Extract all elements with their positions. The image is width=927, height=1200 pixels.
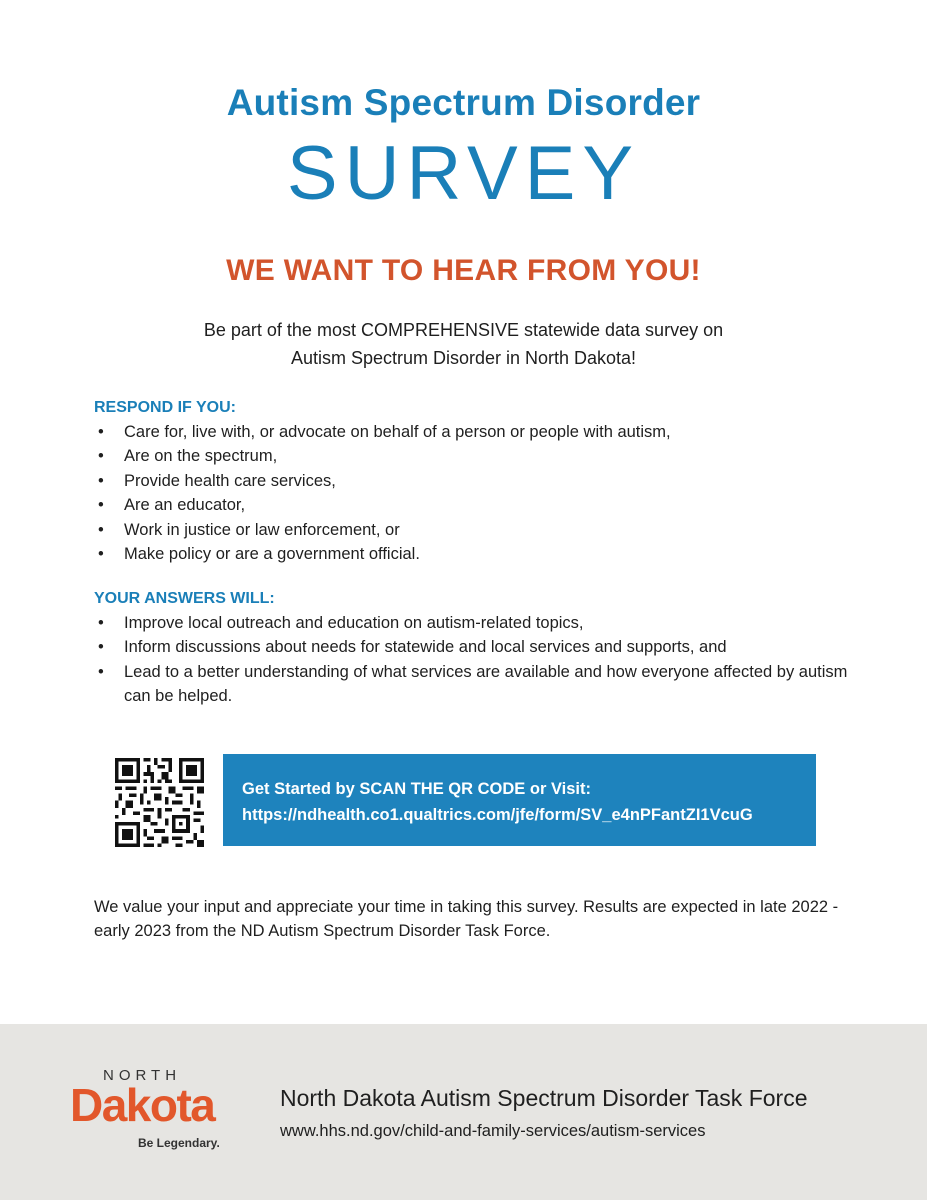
list-item (96, 420, 856, 444)
respond-heading: RESPOND IF YOU: (94, 399, 236, 416)
list-item-text: Work in justice or law enforcement, or (124, 520, 400, 539)
list-item-text: Inform discussions about needs for statewide and local services and supports, and (124, 638, 727, 657)
bullet-icon: • (98, 423, 104, 441)
list-item (96, 469, 856, 493)
intro-line1: Be part of the most COMPREHENSIVE statewide data survey on (203, 320, 724, 340)
intro-text (0, 316, 927, 372)
answers-heading: YOUR ANSWERS WILL: (94, 590, 275, 607)
list-item-text: Care for, live with, or advocate on behalf of a person or people with autism, (124, 423, 671, 441)
bullet-icon: • (98, 545, 104, 564)
list-item (96, 493, 856, 517)
qr-code-icon[interactable] (115, 758, 204, 847)
cta-box[interactable] (223, 754, 816, 846)
list-item-text: Are on the spectrum, (124, 447, 278, 466)
list-item-text: Are an educator, (124, 496, 246, 515)
footer-link[interactable]: www.hhs.nd.gov/child-and-family-services/autism-services (280, 1122, 706, 1140)
bullet-icon: • (98, 520, 104, 539)
bullet-icon: • (98, 447, 104, 466)
title-survey: SURVEY (286, 131, 641, 216)
respond-list (96, 420, 856, 566)
list-item (96, 542, 856, 566)
list-item-text: Provide health care services, (124, 471, 336, 490)
bullet-icon: • (98, 614, 104, 632)
list-item (96, 518, 856, 542)
list-item-text: Make policy or are a government official. (124, 545, 420, 564)
cta-text: Get Started by SCAN THE QR CODE or Visit: (242, 780, 591, 798)
list-item (96, 444, 856, 468)
bullet-icon: • (98, 496, 104, 515)
bullet-icon: • (98, 662, 104, 681)
title-line1: Autism Spectrum Disorder (226, 82, 701, 123)
list-item-text: Improve local outreach and education on autism-related topics, (124, 614, 584, 632)
logo-north-text: NORTH (103, 1067, 182, 1084)
intro-line2: Autism Spectrum Disorder in North Dakota! (290, 348, 637, 368)
list-item (96, 611, 856, 635)
bullet-icon: • (98, 638, 104, 657)
logo-tagline: Be Legendary. (138, 1136, 220, 1150)
list-item (96, 635, 856, 659)
headline: WE WANT TO HEAR FROM YOU! (226, 254, 701, 287)
answers-list (96, 611, 856, 709)
list-item-text: Lead to a better understanding of what services are available and how everyone affected by autism can be helped. (124, 662, 848, 706)
survey-link[interactable]: https://ndhealth.co1.qualtrics.com/jfe/form/SV_e4nPFantZI1VcuG (242, 806, 753, 824)
list-item (96, 660, 856, 709)
footer-org-name: North Dakota Autism Spectrum Disorder Task Force (280, 1085, 808, 1111)
closing-paragraph: We value your input and appreciate your time in taking this survey. Results are expected in late 2022 - early 2023 from the ND Autism Spectrum Disorder Task Force. (94, 898, 839, 940)
logo-dakota-text: Dakota (70, 1079, 215, 1131)
bullet-icon: • (98, 471, 104, 490)
